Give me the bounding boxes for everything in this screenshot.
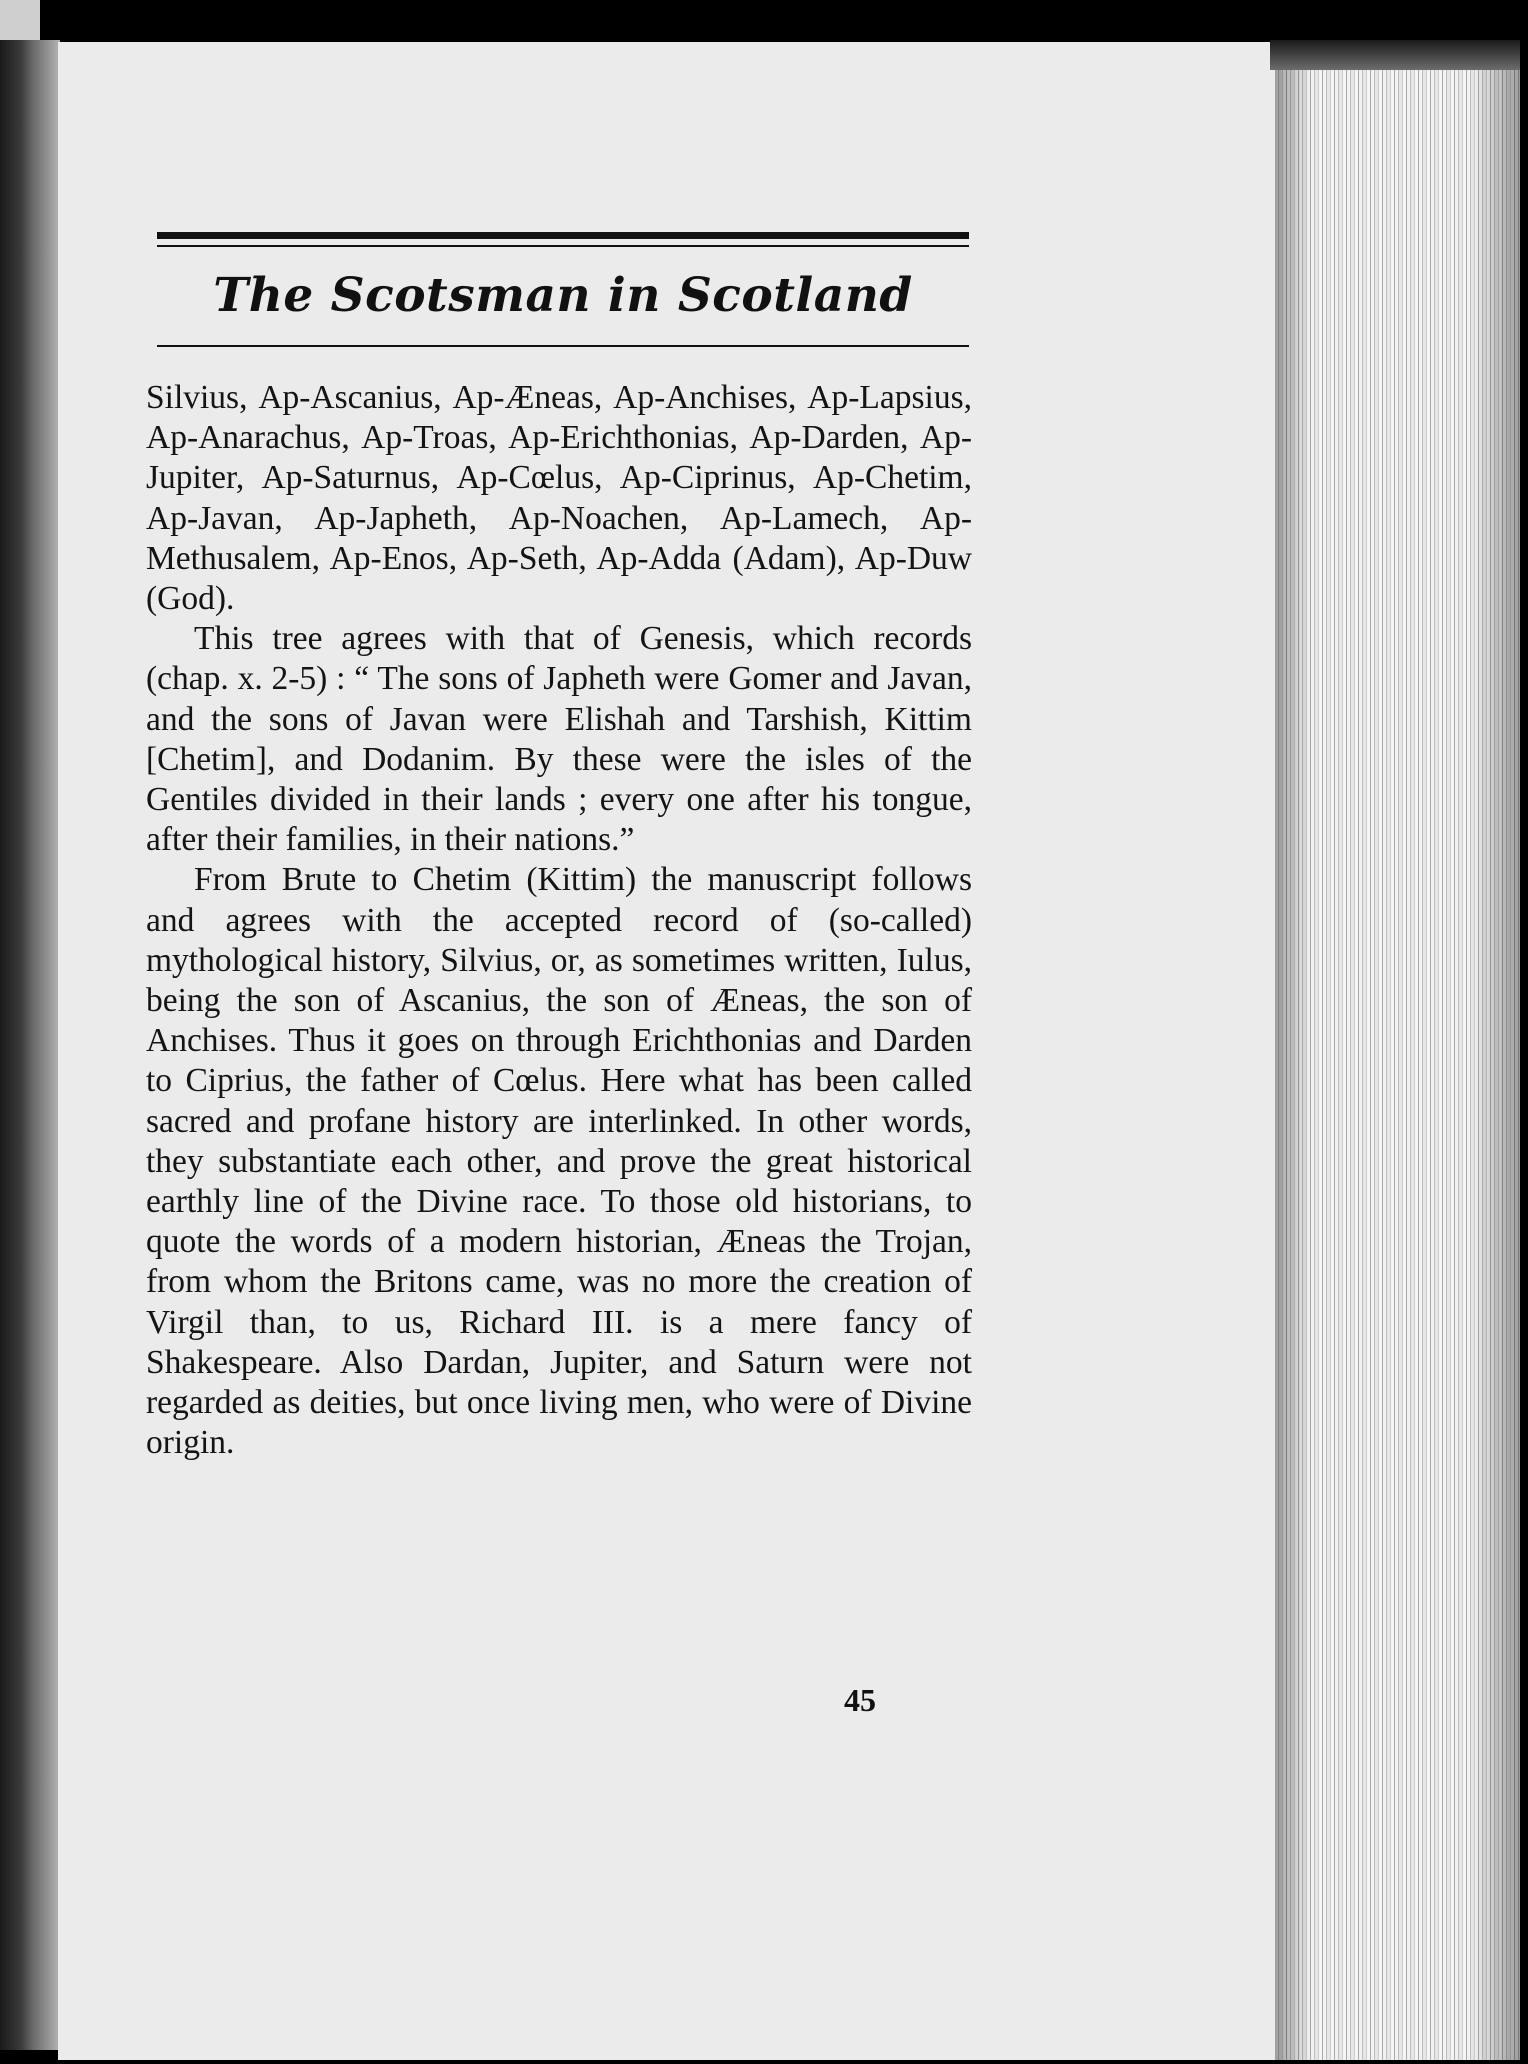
header-rule-thin [157, 245, 969, 247]
body-text [146, 378, 972, 1463]
page-stack-top-shadow [1270, 40, 1520, 70]
header-rule-thick [157, 232, 969, 239]
page-stack-shading [1275, 48, 1520, 2060]
running-head: The Scotsman in Scotland [213, 268, 913, 323]
book-binding-shadow [0, 40, 60, 2050]
header-rule-bottom [157, 345, 969, 347]
paragraph-3: From Brute to Chetim (Kittim) the manuscript follows and agrees with the accepted record of (so-called) mythological history, Silvius, or, as sometimes written, Iulus, being the son of Ascanius, the son of Æneas, the son of Anchises. Thus it goes on through Erichthonias and Darden to Ciprius, the father of Cœlus. Here what has been called sacred and profane history are interlinked. In other words, they substantiate each other, and prove the great historical earthly line of the Divine race. To those old historians, to quote the words of a modern historian, Æneas the Trojan, from whom the Britons came, was no more the creation of Virgil than, to us, Richard III. is a mere fancy of Shakespeare. Also Dardan, Jupiter, and Saturn were not regarded as deities, but once living men, who were of Divine origin. [146, 861, 972, 1462]
paragraph-2: This tree agrees with that of Genesis, which records (chap. x. 2-5) : “ The sons of Japheth were Gomer and Javan, and the sons of Javan were Elishah and Tarshish, Kittim [Chetim], and Dodanim. By these were the isles of the Gentiles divided in their lands ; every one after his tongue, after their families, in their nations.” [146, 620, 972, 859]
page-number: 45 [844, 1682, 876, 1718]
paragraph-1: Silvius, Ap-Ascanius, Ap-Æneas, Ap-Anchises, Ap-Lapsius, Ap-Anarachus, Ap-Troas, Ap-Erichthonias, Ap-Darden, Ap-Jupiter, Ap-Saturnus, Ap-Cœlus, Ap-Ciprinus, Ap-Chetim, Ap-Javan, Ap-Japheth, Ap-Noachen, Ap-Lamech, Ap-Methusalem, Ap-Enos, Ap-Seth, Ap-Adda (Adam), Ap-Duw (God). [146, 379, 972, 618]
